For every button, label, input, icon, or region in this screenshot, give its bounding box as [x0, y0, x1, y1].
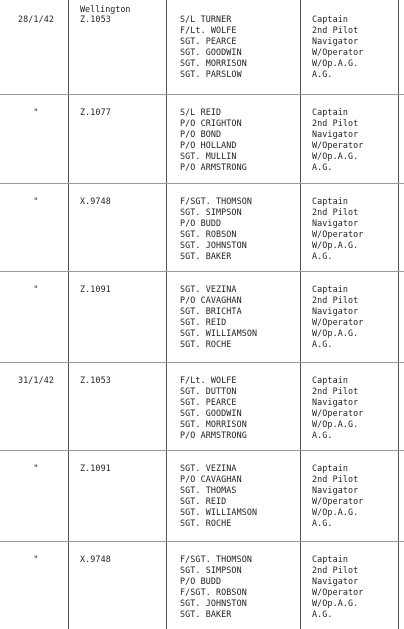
sortie-date: " — [33, 554, 39, 564]
crew-name: SGT. BRICHTA — [180, 306, 242, 316]
crew-name: SGT. JOHNSTON — [180, 598, 247, 608]
crew-name: P/O CRIGHTON — [180, 118, 242, 128]
crew-name: SGT. REID — [180, 317, 227, 327]
crew-role: A.G. — [312, 69, 333, 79]
crew-role: Captain — [312, 14, 348, 24]
crew-role: W/Op.A.G. — [312, 240, 359, 250]
crew-name: SGT. SIMPSON — [180, 565, 242, 575]
crew-role: W/Operator — [312, 317, 364, 327]
sortie-date: " — [33, 284, 39, 294]
crew-role: W/Op.A.G. — [312, 328, 359, 338]
crew-name: SGT. GOODWIN — [180, 408, 242, 418]
crew-name: SGT. VEZINA — [180, 463, 237, 473]
crew-role: W/Op.A.G. — [312, 58, 359, 68]
sortie-separator — [0, 94, 404, 95]
crew-name: SGT. ROBSON — [180, 229, 237, 239]
crew-role: 2nd Pilot — [312, 474, 359, 484]
sortie-date: 31/1/42 — [18, 375, 54, 385]
crew-role: W/Operator — [312, 496, 364, 506]
crew-role: 2nd Pilot — [312, 386, 359, 396]
sortie-separator — [0, 450, 404, 451]
crew-role: 2nd Pilot — [312, 295, 359, 305]
crew-role: 2nd Pilot — [312, 207, 359, 217]
crew-role: W/Operator — [312, 47, 364, 57]
crew-role: 2nd Pilot — [312, 118, 359, 128]
aircraft-serial: Z.1077 — [80, 107, 111, 117]
sortie-separator — [0, 271, 404, 272]
aircraft-serial: X.9748 — [80, 554, 111, 564]
crew-role: A.G. — [312, 518, 333, 528]
crew-name: SGT. WILLIAMSON — [180, 507, 258, 517]
sortie-separator — [0, 183, 404, 184]
crew-role: W/Op.A.G. — [312, 419, 359, 429]
crew-role: Navigator — [312, 397, 359, 407]
crew-name: P/O BUDD — [180, 218, 222, 228]
crew-name: SGT. REID — [180, 496, 227, 506]
crew-name: SGT. BAKER — [180, 609, 232, 619]
aircraft-serial: X.9748 — [80, 196, 111, 206]
crew-name: SGT. ROCHE — [180, 339, 232, 349]
crew-role: W/Op.A.G. — [312, 598, 359, 608]
crew-name: F/SGT. THOMSON — [180, 196, 252, 206]
crew-role: Captain — [312, 463, 348, 473]
aircraft-serial: Z.1053 — [80, 14, 111, 24]
crew-name: SGT. MULLIN — [180, 151, 237, 161]
crew-role: A.G. — [312, 609, 333, 619]
crew-role: Captain — [312, 375, 348, 385]
crew-name: SGT. PEARCE — [180, 397, 237, 407]
aircraft-type-heading: Wellington — [80, 4, 131, 14]
crew-role: Navigator — [312, 306, 359, 316]
crew-role: Navigator — [312, 218, 359, 228]
aircraft-serial: Z.1091 — [80, 463, 111, 473]
crew-name: P/O ARMSTRONG — [180, 162, 247, 172]
crew-name: SGT. WILLIAMSON — [180, 328, 258, 338]
sortie-date: 28/1/42 — [18, 14, 54, 24]
crew-name: F/Lt. WOLFE — [180, 375, 237, 385]
sortie-date: " — [33, 107, 39, 117]
crew-name: SGT. MORRISON — [180, 419, 247, 429]
crew-role: Navigator — [312, 36, 359, 46]
crew-name: SGT. MORRISON — [180, 58, 247, 68]
crew-role: W/Op.A.G. — [312, 151, 359, 161]
crew-role: Captain — [312, 107, 348, 117]
crew-name: SGT. BAKER — [180, 251, 232, 261]
crew-role: A.G. — [312, 251, 333, 261]
sortie-date: " — [33, 463, 39, 473]
crew-role: 2nd Pilot — [312, 25, 359, 35]
crew-name: SGT. PARSLOW — [180, 69, 242, 79]
crew-name: P/O ARMSTRONG — [180, 430, 247, 440]
crew-role: A.G. — [312, 162, 333, 172]
crew-name: P/O CAVAGHAN — [180, 295, 242, 305]
crew-role: Navigator — [312, 576, 359, 586]
crew-role: 2nd Pilot — [312, 565, 359, 575]
crew-name: SGT. ROCHE — [180, 518, 232, 528]
sortie-separator — [0, 541, 404, 542]
crew-name: F/SGT. ROBSON — [180, 587, 247, 597]
crew-name: SGT. GOODWIN — [180, 47, 242, 57]
crew-role: Captain — [312, 284, 348, 294]
crew-role: W/Operator — [312, 229, 364, 239]
crew-role: W/Operator — [312, 140, 364, 150]
crew-name: SGT. PEARCE — [180, 36, 237, 46]
crew-role: W/Operator — [312, 587, 364, 597]
crew-role: W/Op.A.G. — [312, 507, 359, 517]
crew-role: Navigator — [312, 129, 359, 139]
crew-role: A.G. — [312, 430, 333, 440]
crew-name: S/L TURNER — [180, 14, 232, 24]
crew-role: Captain — [312, 554, 348, 564]
crew-name: F/SGT. THOMSON — [180, 554, 252, 564]
crew-name: F/Lt. WOLFE — [180, 25, 237, 35]
crew-name: P/O BUDD — [180, 576, 222, 586]
crew-name: SGT. THOMAS — [180, 485, 237, 495]
crew-role: A.G. — [312, 339, 333, 349]
crew-name: P/O HOLLAND — [180, 140, 237, 150]
sortie-separator — [0, 362, 404, 363]
crew-name: P/O BOND — [180, 129, 222, 139]
crew-name: SGT. VEZINA — [180, 284, 237, 294]
aircraft-serial: Z.1053 — [80, 375, 111, 385]
crew-role: Navigator — [312, 485, 359, 495]
crew-role: Captain — [312, 196, 348, 206]
crew-name: SGT. DUTTON — [180, 386, 237, 396]
crew-role: W/Operator — [312, 408, 364, 418]
aircraft-serial: Z.1091 — [80, 284, 111, 294]
sortie-date: " — [33, 196, 39, 206]
crew-name: SGT. JOHNSTON — [180, 240, 247, 250]
crew-name: P/O CAVAGHAN — [180, 474, 242, 484]
crew-name: S/L REID — [180, 107, 222, 117]
crew-name: SGT. SIMPSON — [180, 207, 242, 217]
